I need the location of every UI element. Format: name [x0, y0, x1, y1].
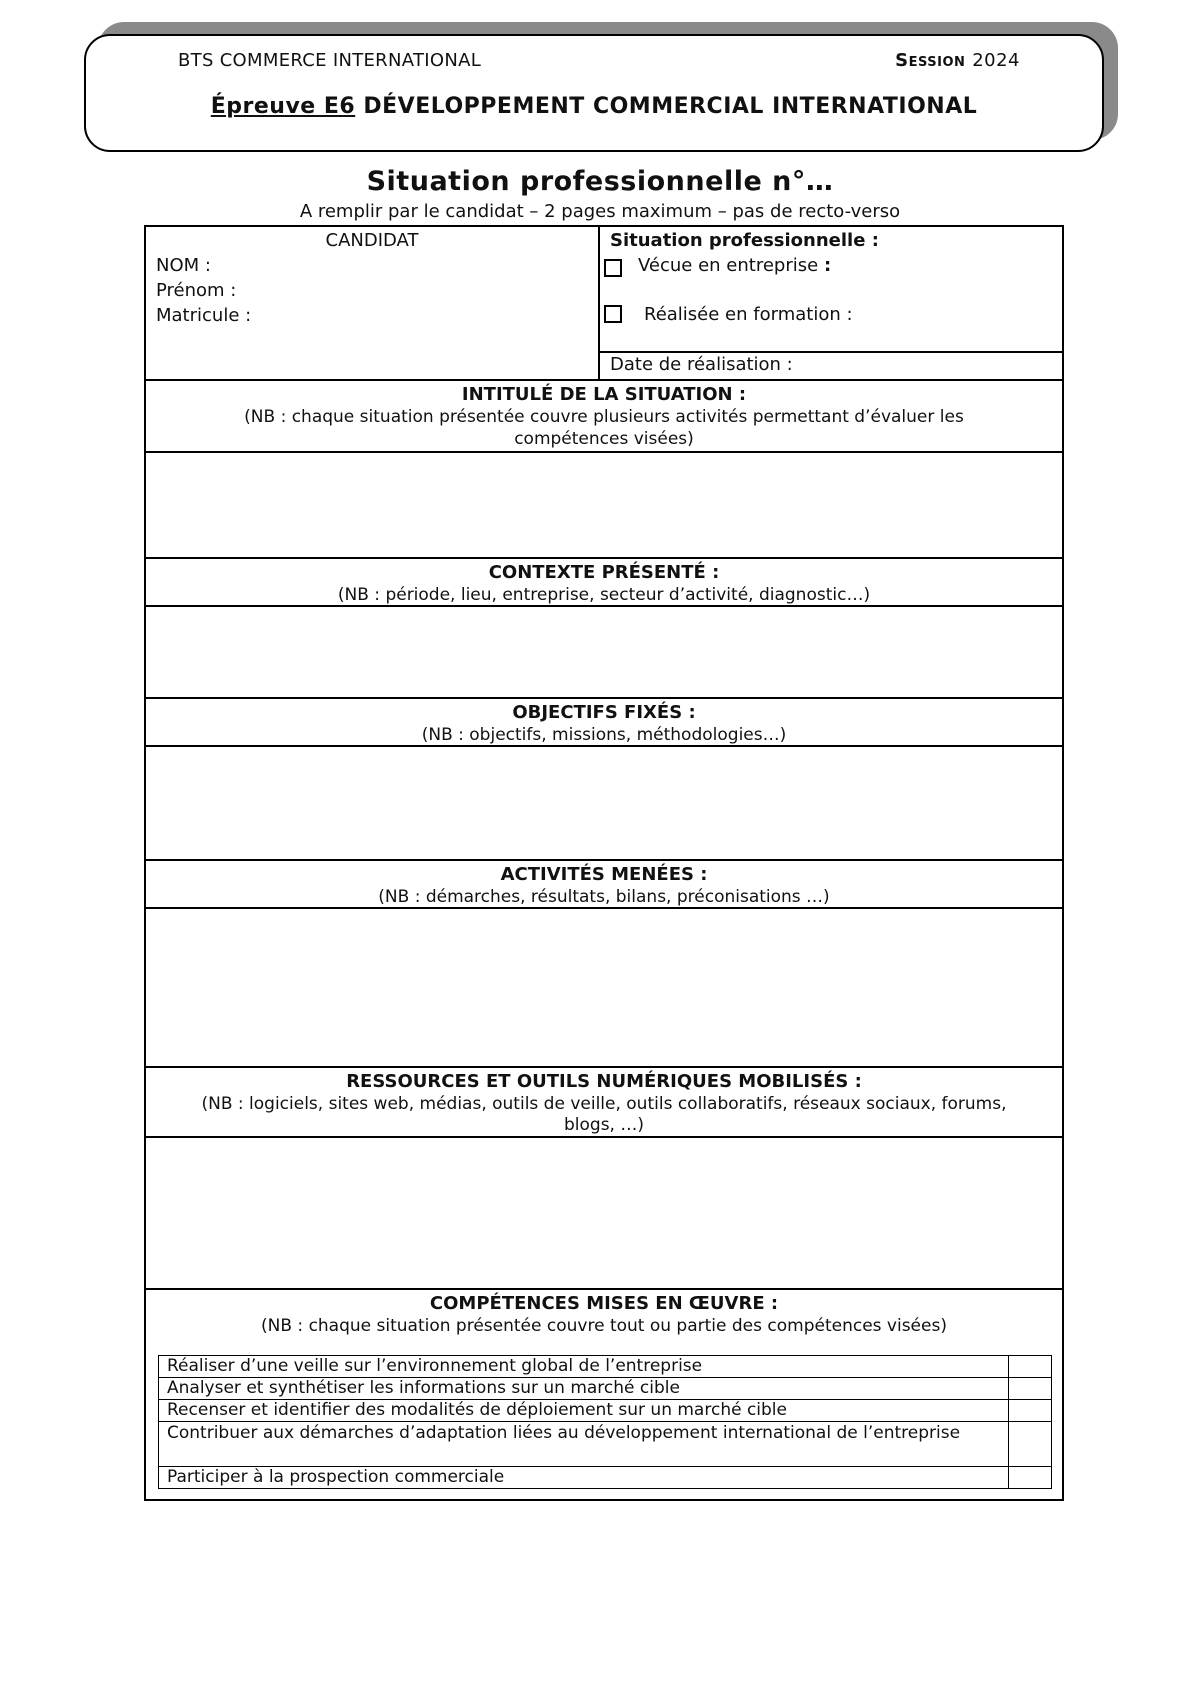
- section-heading-activites: ACTIVITÉS MENÉES :: [500, 864, 708, 885]
- table-row: [159, 1400, 1052, 1422]
- option-entreprise-label: Vécue en entreprise :: [638, 255, 832, 276]
- section-heading-intitule: INTITULÉ DE LA SITUATION :: [461, 384, 747, 405]
- section-note-objectifs: (NB : objectifs, missions, méthodologies…): [421, 725, 787, 745]
- competence-label: Recenser et identifier des modalités de déploiement sur un marché cible: [159, 1400, 1009, 1422]
- situation-heading: Situation professionnelle :: [610, 230, 879, 251]
- program-name: BTS COMMERCE INTERNATIONAL: [178, 50, 482, 71]
- candidat-heading: CANDIDAT: [325, 230, 419, 251]
- ressources-answer-area[interactable]: [146, 1138, 1062, 1286]
- section-divider: [146, 379, 1062, 381]
- competence-check-cell[interactable]: [1009, 1378, 1052, 1400]
- competence-check-cell[interactable]: [1009, 1356, 1052, 1378]
- table-row: [159, 1356, 1052, 1378]
- section-note-ressources: (NB : logiciels, sites web, médias, outils de veille, outils collaboratifs, réseaux sociaux, forums,: [201, 1094, 1007, 1114]
- competences-table: [158, 1355, 1052, 1489]
- page-title: Situation professionnelle n°…: [366, 166, 834, 197]
- checkbox-formation[interactable]: [604, 305, 622, 323]
- header-box: [84, 34, 1104, 152]
- section-divider: [146, 697, 1062, 699]
- activites-answer-area[interactable]: [146, 909, 1062, 1064]
- table-row: [159, 1378, 1052, 1400]
- section-note-contexte: (NB : période, lieu, entreprise, secteur d’activité, diagnostic…): [337, 585, 871, 605]
- checkbox-entreprise[interactable]: [604, 259, 622, 277]
- contexte-answer-area[interactable]: [146, 607, 1062, 695]
- section-heading-competences: COMPÉTENCES MISES EN ŒUVRE :: [429, 1293, 779, 1314]
- section-note-activites: (NB : démarches, résultats, bilans, préconisations …): [378, 887, 830, 907]
- competence-label: Participer à la prospection commerciale: [159, 1467, 1009, 1489]
- nom-field[interactable]: NOM :: [156, 255, 211, 276]
- date-divider: [598, 351, 1062, 353]
- matricule-field[interactable]: Matricule :: [156, 305, 252, 326]
- section-divider: [146, 1066, 1062, 1068]
- intitule-answer-area[interactable]: [146, 453, 1062, 555]
- date-realisation-field[interactable]: Date de réalisation :: [610, 354, 793, 375]
- option-formation-label: Réalisée en formation :: [644, 304, 853, 325]
- identity-divider: [598, 227, 600, 379]
- competence-label: Contribuer aux démarches d’adaptation liées au développement international de l’entreprise: [159, 1422, 1009, 1467]
- section-note-competences: (NB : chaque situation présentée couvre tout ou partie des compétences visées): [261, 1316, 947, 1336]
- competence-check-cell[interactable]: [1009, 1422, 1052, 1467]
- session-label: Session 2024: [895, 50, 1020, 71]
- table-row: [159, 1422, 1052, 1467]
- competence-label: Réaliser d’une veille sur l’environnement global de l’entreprise: [159, 1356, 1009, 1378]
- section-divider: [146, 859, 1062, 861]
- competence-check-cell[interactable]: [1009, 1467, 1052, 1489]
- prenom-field[interactable]: Prénom :: [156, 280, 237, 301]
- section-note-intitule: (NB : chaque situation présentée couvre plusieurs activités permettant d’évaluer les: [244, 407, 964, 427]
- section-heading-ressources: RESSOURCES ET OUTILS NUMÉRIQUES MOBILISÉS :: [346, 1071, 862, 1092]
- form-frame: [144, 225, 1064, 1501]
- table-row: [159, 1467, 1052, 1489]
- section-note-intitule-2: compétences visées): [514, 429, 694, 449]
- section-divider: [146, 557, 1062, 559]
- page-subtitle: A remplir par le candidat – 2 pages maximum – pas de recto-verso: [299, 201, 901, 222]
- competence-check-cell[interactable]: [1009, 1400, 1052, 1422]
- section-note-ressources-2: blogs, …): [563, 1115, 644, 1135]
- objectifs-answer-area[interactable]: [146, 747, 1062, 857]
- exam-title: Épreuve E6 DÉVELOPPEMENT COMMERCIAL INTERNATIONAL: [210, 94, 978, 119]
- section-heading-objectifs: OBJECTIFS FIXÉS :: [512, 702, 696, 723]
- competence-label: Analyser et synthétiser les informations sur un marché cible: [159, 1378, 1009, 1400]
- section-heading-contexte: CONTEXTE PRÉSENTÉ :: [488, 562, 720, 583]
- section-divider: [146, 1288, 1062, 1290]
